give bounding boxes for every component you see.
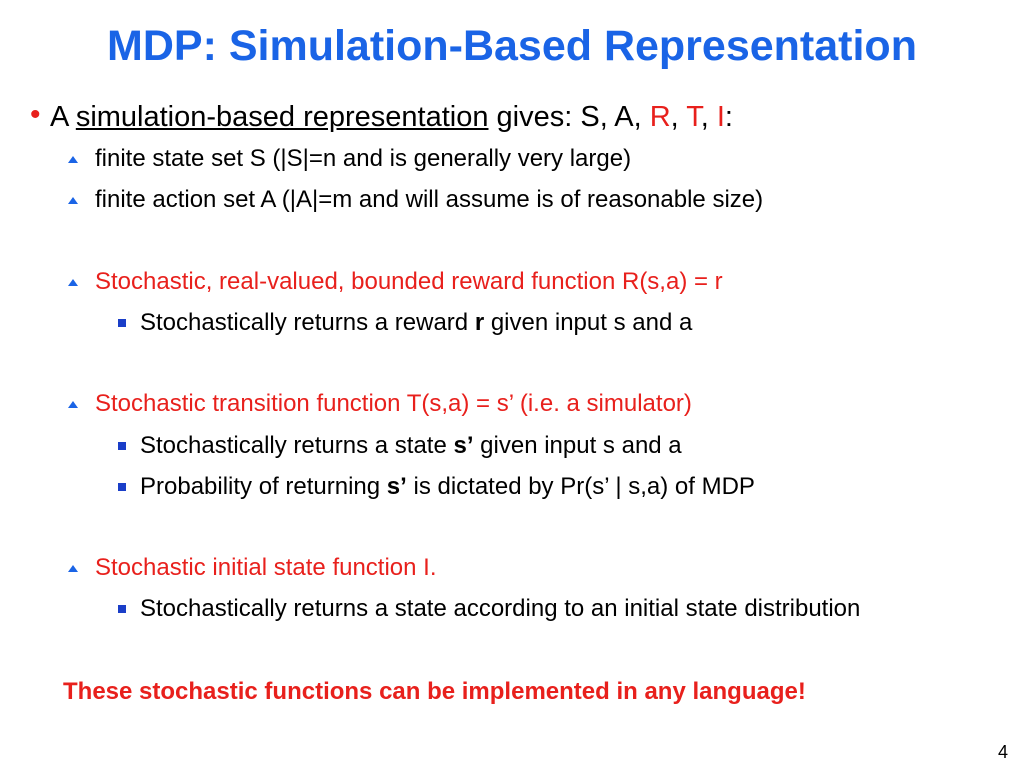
main-bullet-comma1: , <box>670 101 687 133</box>
main-bullet-underlined: simulation-based representation <box>75 101 489 133</box>
main-bullet-t: T <box>686 101 701 133</box>
square-bullet-icon <box>118 605 126 613</box>
triangle-bullet-icon <box>68 565 78 572</box>
page-number: 4 <box>997 742 1008 762</box>
triangle-bullet-icon <box>68 156 78 163</box>
trans-sub2-bold: s’ <box>386 473 407 500</box>
item-state-set: finite state set S (|S|=n and is generally very large) <box>95 145 632 172</box>
triangle-bullet-icon <box>68 197 78 204</box>
main-bullet-middle: gives: S, A, <box>488 101 650 133</box>
main-bullet-i: I <box>716 101 725 133</box>
square-bullet-icon <box>118 483 126 491</box>
reward-sub-pre: Stochastically returns a reward <box>140 309 475 336</box>
item-initial-sub: Stochastically returns a state according to an initial state distribution <box>140 595 861 622</box>
slide-title: MDP: Simulation-Based Representation <box>107 22 917 70</box>
item-reward: Stochastic, real-valued, bounded reward function R(s,a) = r <box>95 268 723 295</box>
trans-sub2-post: is dictated by Pr(s’ | s,a) of MDP <box>406 473 755 500</box>
triangle-bullet-icon <box>68 279 78 286</box>
item-transition: Stochastic transition function T(s,a) = s’ (i.e. a simulator) <box>95 390 692 417</box>
item-initial: Stochastic initial state function I. <box>95 554 437 581</box>
trans-sub1-bold: s’ <box>453 432 474 459</box>
main-bullet-r: R <box>649 101 671 133</box>
main-bullet-prefix: A <box>50 101 76 133</box>
main-bullet-comma2: , <box>700 101 717 133</box>
triangle-bullet-icon <box>68 401 78 408</box>
square-bullet-icon <box>118 442 126 450</box>
reward-sub-post: given input s and a <box>484 309 693 336</box>
bullet-dot-icon: • <box>30 98 41 131</box>
reward-sub-bold: r <box>474 309 485 336</box>
footer-statement: These stochastic functions can be implemented in any language! <box>63 678 806 705</box>
item-transition-sub1 <box>140 432 682 460</box>
trans-sub1-post: given input s and a <box>473 432 682 459</box>
trans-sub2-pre: Probability of returning <box>140 473 387 500</box>
item-transition-sub2 <box>140 473 755 501</box>
main-bullet <box>50 101 733 134</box>
square-bullet-icon <box>118 319 126 327</box>
item-reward-sub <box>140 309 692 337</box>
trans-sub1-pre: Stochastically returns a state <box>140 432 454 459</box>
item-action-set: finite action set A (|A|=m and will assume is of reasonable size) <box>95 186 764 213</box>
main-bullet-colon: : <box>724 101 733 133</box>
